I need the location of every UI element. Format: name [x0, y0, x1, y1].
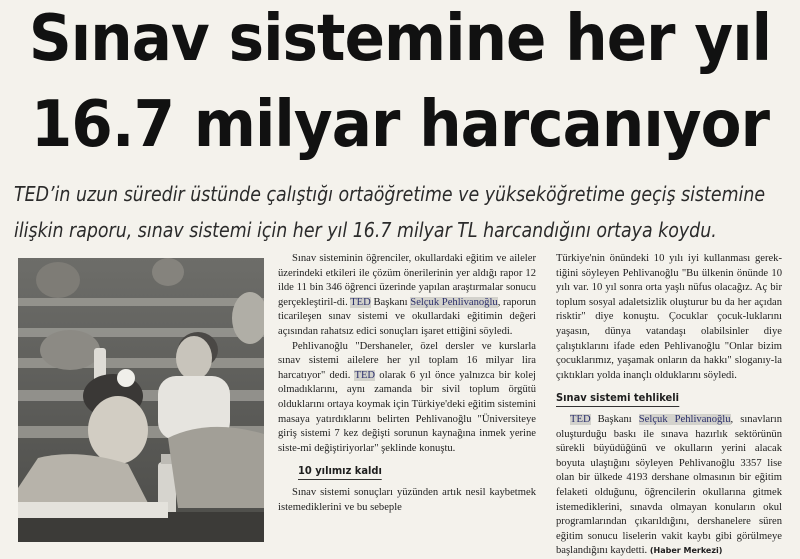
person-name-highlight: Selçuk Pehlivanoğlu [638, 413, 731, 425]
ted-highlight: TED [570, 413, 591, 425]
paragraph-text: olarak 6 yıl önce yalnızca bir kolej olmadıklarını, aynı zamanda bir sivil toplum örgütü olduklarını ortaya koymak için Türkiye'deki eğitim sistemini masaya yatırdıklarını belirten Pehlivanoğlu "Üniversiteye giriş sistemi 7 kez değişti sorunun kaynağına inmek yerine siste-mi değiştiriyorlar" şeklinde konuştu. [278, 369, 536, 454]
ted-highlight: TED [350, 296, 371, 308]
paragraph-text: , raporun ticarileşen sınav sistemi ve okullardaki eğitimin değeri açısından rahatsız edici sonuçları işaret ettiğini söyledi. [278, 296, 536, 337]
exam-hall-photo [18, 258, 264, 542]
ted-highlight: TED [354, 369, 376, 381]
paragraph [278, 252, 536, 340]
subhead-exam-system-dangerous: Sınav sistemi tehlikeli [556, 391, 679, 407]
subhead-10-years: 10 yılımız kaldı [298, 464, 382, 480]
article-column-3 [556, 252, 782, 559]
person-name-highlight: Selçuk Pehlivanoğlu [410, 296, 498, 308]
article-column-2 [278, 252, 536, 515]
paragraph [556, 413, 782, 559]
paragraph [278, 340, 536, 457]
paragraph-text: Pehlivanoğlu "Dershaneler, özel dersler ve kurslarla sınav sistemi ailelere her yıl toplam 16 milyar lira harcatıyor" dedi. [278, 340, 536, 381]
headline-line-2: 16.7 milyar harcanıyor [30, 88, 770, 162]
paragraph-text: Başkanı [370, 296, 411, 308]
paragraph: Türkiye'nin önündeki 10 yılı iyi kullanması gerek-tiğini söyleyen Pehlivanoğlu "Bu ülkenin önünde 10 yılı var. 10 yıl sonra orta yaşlı nüfus olacağız. Aç bir toplum sosyal adaletsizlik oluşturur bu da her açıdan risktir" diye konuştu. Çocuklar çocuk-luklarını yaşasın, dünya vatandaşı olabilsinler diye çalıştıklarını ifade eden Pehlivanoğlu "Onlar bizim çocuklarımız, yaşamak onların da hakkı" sloganıy-la çıktıkları yolda inançlı olduklarını söyledi. [556, 253, 782, 381]
news-credit: (Haber Merkezi) [649, 546, 723, 556]
paragraph-text: , sınavların oluşturduğu baskı ile sınava hazırlık sektörünün sürekli büyüdüğünü ve okulların yerini alacak boyuta ulaştığını söyleyen Pehlivanoğlu 3357 lise olan bir ülkede 4193 dershane olmasının bir eğitim felaketi olduğunu, öğrencilerin okullarına gitmek istemediklerini, sınavda olmayan konuların okul programlarından çıkarıldığını, dershanelere süren eğitim sonucu liselerin vakit kaybı gibi görülmeye başlandığını kaydetti. [556, 413, 782, 557]
deck-line-2: ilişkin raporu, sınav sistemi için her yıl 16.7 milyar TL harcandığını ortaya koydu. [14, 218, 717, 242]
deck-line-1: TED’in uzun süredir üstünde çalıştığı ortaöğretime ve yükseköğretime geçiş sistemine [14, 182, 766, 206]
paragraph: Sınav sistemi sonuçları yüzünden artık nesil kaybetmek istemediklerini ve bu sebeple [278, 486, 536, 513]
paragraph-text: Başkanı [590, 413, 639, 425]
headline-line-1: Sınav sistemine her yıl [28, 2, 772, 76]
paragraph-text: Sınav sisteminin öğrenciler, okullardaki eğitim ve aileler üzerindeki etkileri ile çözüm önerilerinin yer aldığı rapor 12 ilde 11 bin 346 öğrenci üzerinde yapılan araştırmalar sonucu gerçekleştiril-di. [278, 253, 536, 308]
